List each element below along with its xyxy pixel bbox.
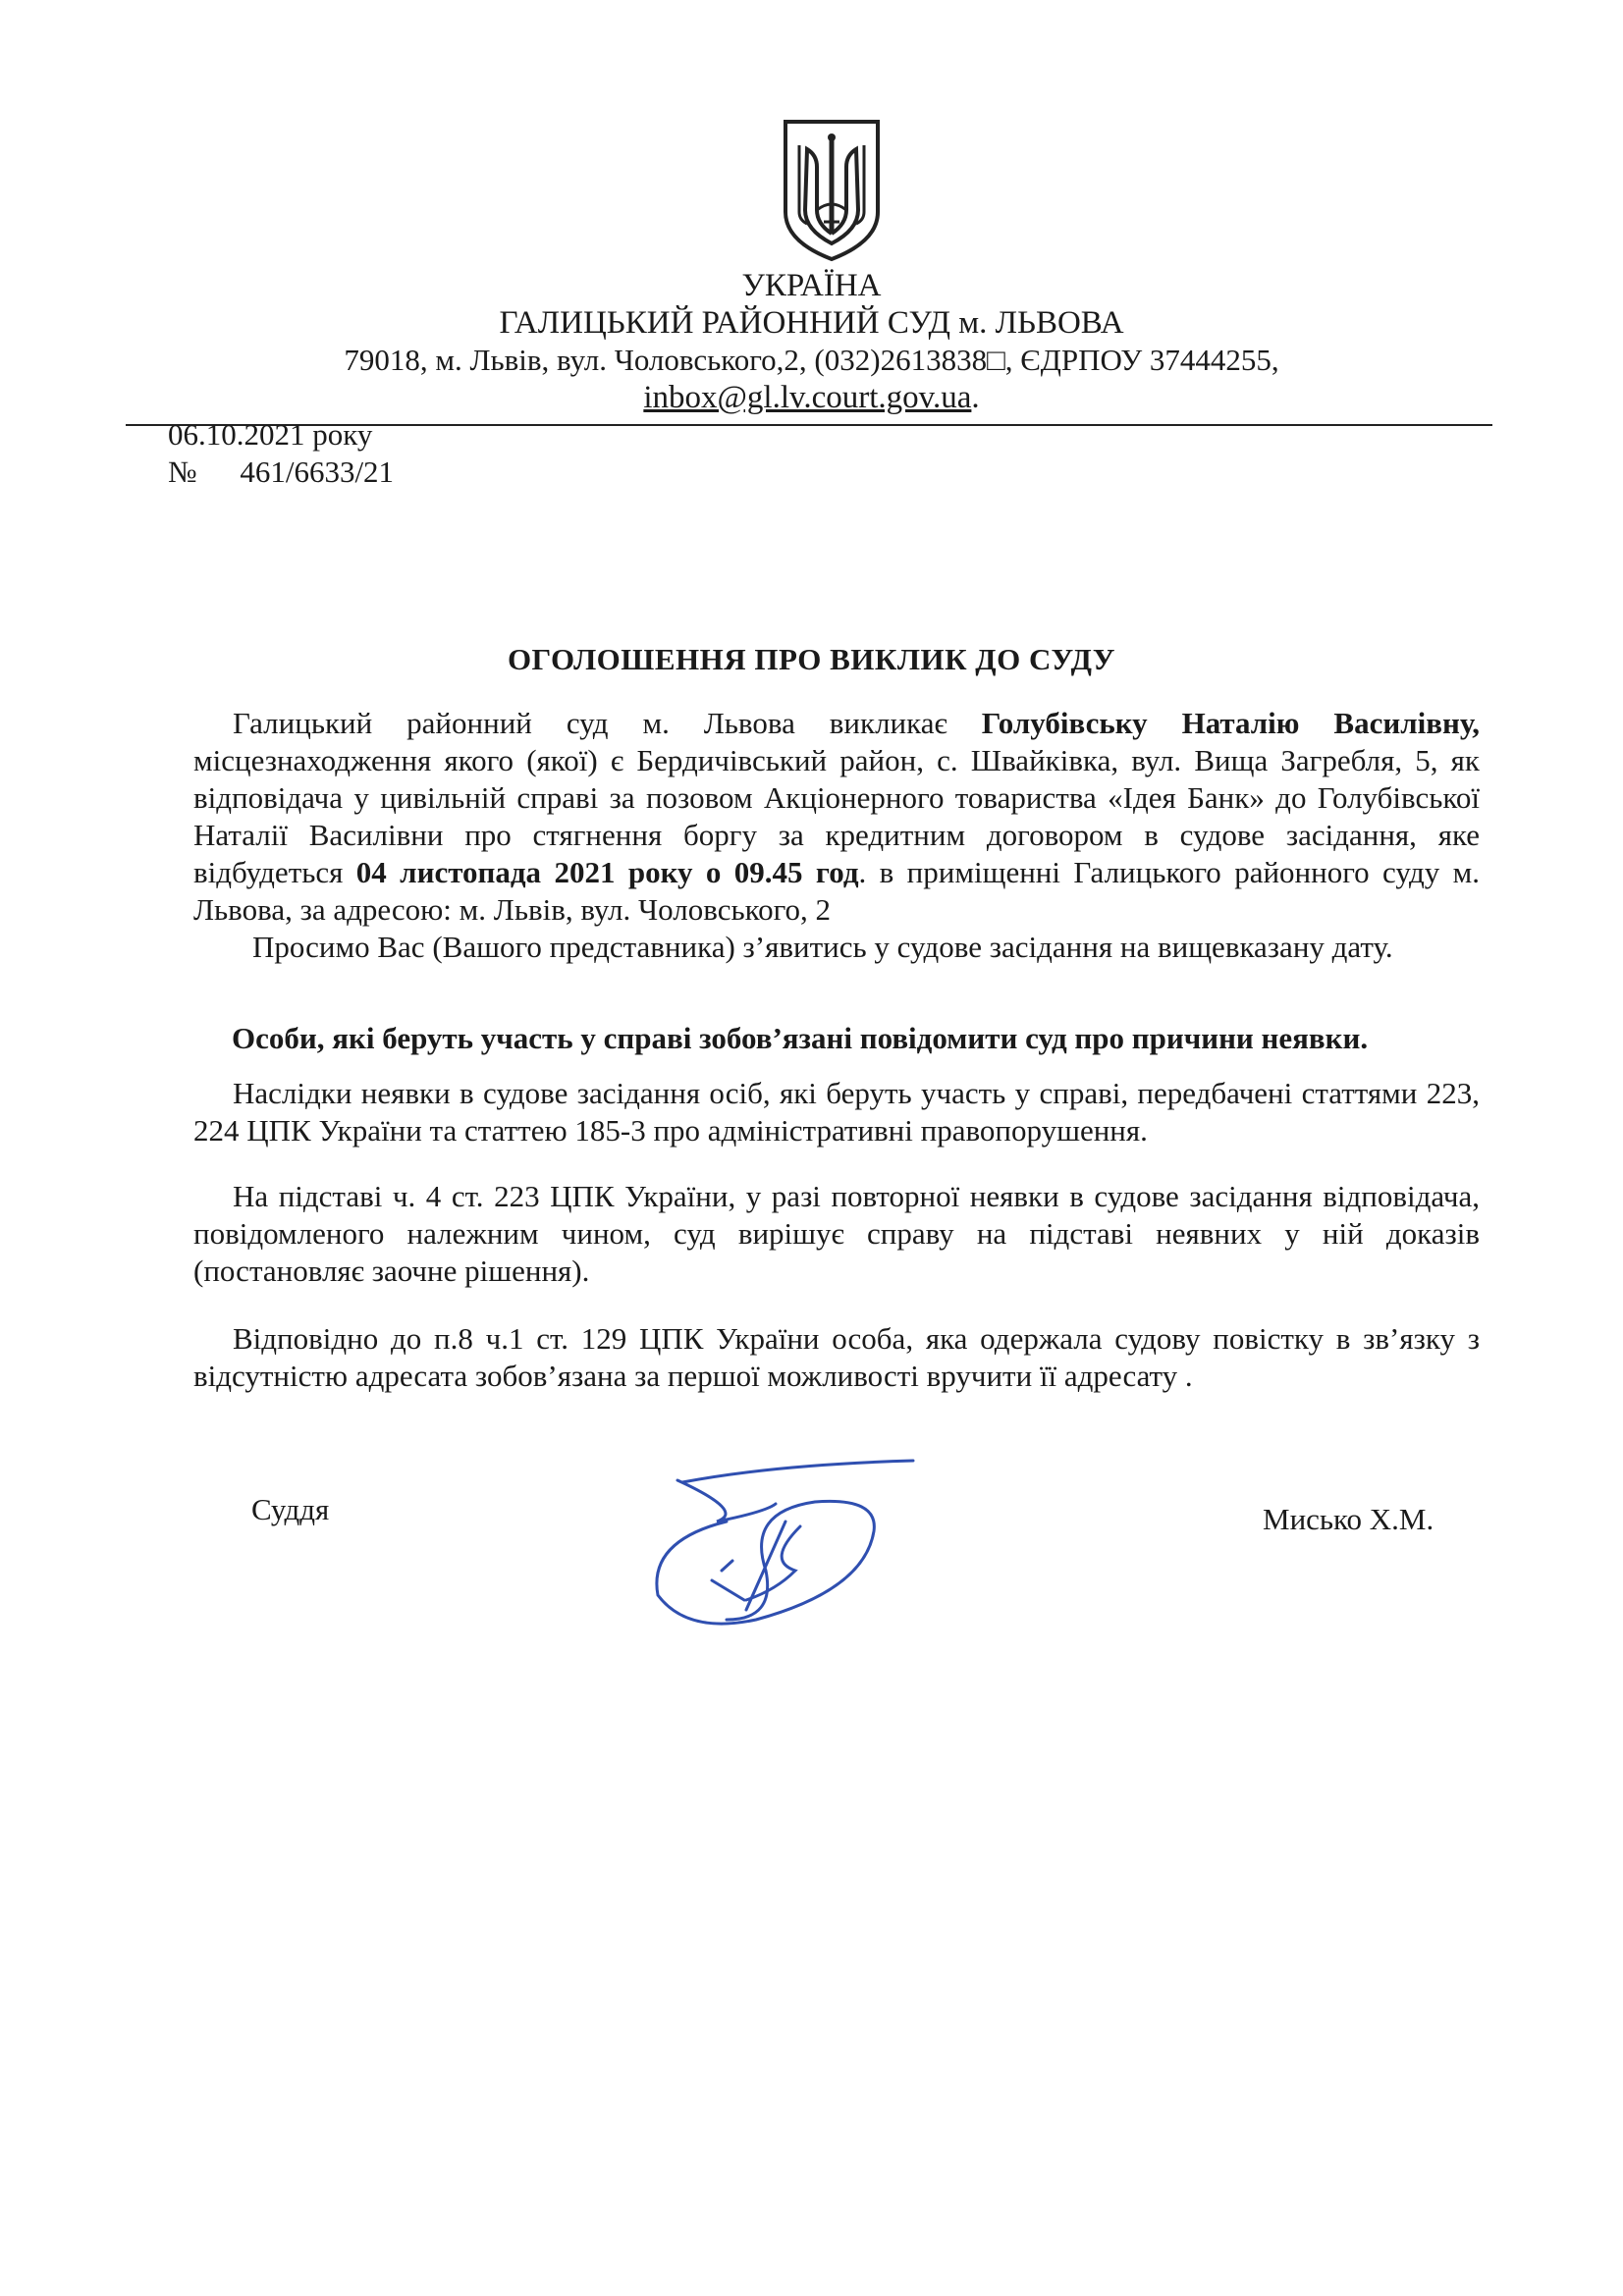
handwritten-signature	[628, 1453, 923, 1639]
paragraph-request	[193, 929, 1480, 966]
summons-intro: Галицький районний суд м. Львова викликає	[233, 706, 982, 740]
header-court-name: ГАЛИЦЬКИЙ РАЙОННИЙ СУД м. ЛЬВОВА	[499, 305, 1124, 341]
paragraph-delivery	[193, 1320, 1480, 1395]
request-text: Просимо Вас (Вашого представника) з’явитись у судове засідання на вищевказану дату.	[252, 930, 1393, 964]
hearing-date: 04 листопада 2021 року о 09.45 год	[355, 855, 859, 889]
paragraph-consequences	[193, 1075, 1480, 1149]
number-sign: №	[168, 454, 197, 489]
header-address: 79018, м. Львів, вул. Чоловського,2, (032)2613838□, ЄДРПОУ 37444255,	[344, 343, 1279, 377]
page-title: ОГОЛОШЕННЯ ПРО ВИКЛИК ДО СУДУ	[507, 642, 1116, 676]
paragraph-repeat-absence	[193, 1178, 1480, 1290]
signature-name: Мисько Х.М.	[1263, 1502, 1434, 1536]
document-number: 461/6633/21	[240, 454, 395, 489]
absence-notice: Особи, які беруть участь у справі зобов’язані повідомити суд про причини неявки.	[232, 1021, 1369, 1055]
consequences-text: Наслідки неявки в судове засідання осіб, які беруть участь у справі, передбачені статтями 223, 224 ЦПК України та статтею 185-3 про адміністративні правопорушення.	[193, 1076, 1480, 1148]
summons-location: . в приміщенні Галицького районного суду м. Львова, за адресою: м. Львів, вул. Чоловського, 2	[193, 855, 1480, 927]
paragraph-summons	[193, 705, 1480, 929]
coat-of-arms-icon	[778, 116, 886, 263]
header-country: УКРАЇНА	[741, 268, 882, 303]
defendant-name: Голубівську Наталію Василівну,	[981, 706, 1480, 740]
header-email[interactable]: inbox@gl.lv.court.gov.ua	[643, 380, 972, 415]
header-email-suffix: .	[971, 380, 980, 415]
document-date: 06.10.2021 року	[168, 417, 373, 452]
signature-role: Суддя	[251, 1492, 330, 1526]
repeat-absence-text: На підставі ч. 4 ст. 223 ЦПК України, у разі повторної неявки в судове засідання відповідача, повідомленого належним чином, суд вирішує справу на підставі неявних у ній доказів (постановляє заочне рішення).	[193, 1179, 1480, 1288]
header-email-line	[0, 378, 1623, 417]
document-number-line	[168, 454, 394, 490]
delivery-text: Відповідно до п.8 ч.1 ст. 129 ЦПК України особа, яка одержала судову повістку в зв’язку з відсутністю адресата зобов’язана за першої можливості вручити її адресату .	[193, 1321, 1480, 1393]
summons-details: місцезнаходження якого (якої) є Бердичівський район, с. Швайківка, вул. Вища Загребля, 5, як відповідача у цивільній справі за позовом Акціонерного товариства «Ідея Банк» до Голубівської Наталії Василівни про стягнення боргу за кредитним договором в судове засідання, яке відбудеться	[193, 743, 1480, 889]
